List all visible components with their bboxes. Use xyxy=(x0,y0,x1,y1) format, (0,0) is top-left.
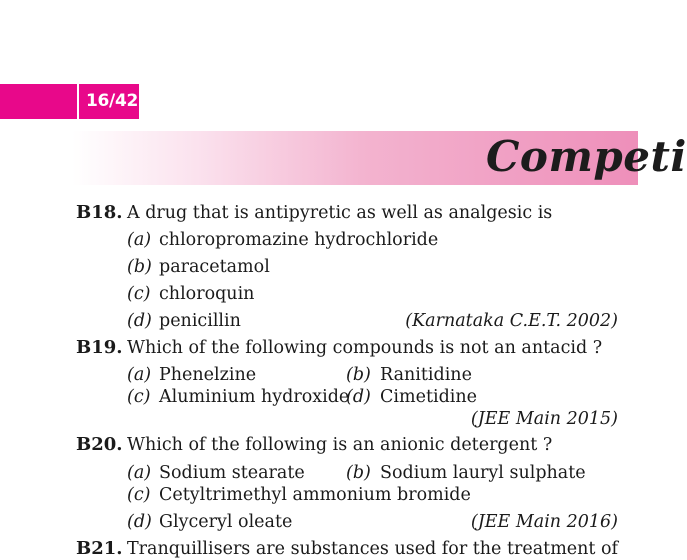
option-text: Cetyltrimethyl ammonium bromide xyxy=(159,485,471,505)
question-number: B19. xyxy=(76,337,123,358)
question-source: (JEE Main 2016) xyxy=(470,512,618,532)
option-label: (a) xyxy=(127,365,152,385)
option-text: Glyceryl oleate xyxy=(159,512,293,532)
option-label: (a) xyxy=(127,230,152,250)
option-label: (c) xyxy=(127,485,151,505)
option-text: paracetamol xyxy=(159,257,270,277)
page-number: 16/42 xyxy=(86,91,139,111)
option-label: (b) xyxy=(346,463,371,483)
option-label: (b) xyxy=(127,257,152,277)
question-source: (JEE Main 2015) xyxy=(470,409,618,429)
tab-divider xyxy=(77,84,79,119)
option-text: Cimetidine xyxy=(380,387,477,407)
option-label: (d) xyxy=(127,311,152,331)
question-text: A drug that is antipyretic as well as analgesic is xyxy=(127,203,553,223)
question-number: B21. xyxy=(76,538,123,559)
question-source: (Karnataka C.E.T. 2002) xyxy=(405,311,618,331)
option-label: (b) xyxy=(346,365,371,385)
option-text: Sodium stearate xyxy=(159,463,305,483)
option-label: (c) xyxy=(127,387,151,407)
question-text: Which of the following compounds is not an antacid ? xyxy=(127,338,603,358)
option-label: (d) xyxy=(346,387,371,407)
question-text: Tranquillisers are substances used for the treatment of xyxy=(127,539,619,559)
option-label: (a) xyxy=(127,463,152,483)
banner-title: Competi xyxy=(486,132,687,181)
option-text: chloropromazine hydrochloride xyxy=(159,230,439,250)
option-text: Ranitidine xyxy=(380,365,472,385)
question-text: Which of the following is an anionic detergent ? xyxy=(127,435,553,455)
section-banner xyxy=(72,131,687,185)
option-text: Aluminium hydroxide xyxy=(159,387,350,407)
option-text: Sodium lauryl sulphate xyxy=(380,463,586,483)
option-text: chloroquin xyxy=(159,284,255,304)
option-label: (c) xyxy=(127,284,151,304)
option-label: (d) xyxy=(127,512,152,532)
question-number: B18. xyxy=(76,202,123,223)
option-text: Phenelzine xyxy=(159,365,257,385)
question-number: B20. xyxy=(76,434,123,455)
option-text: penicillin xyxy=(159,311,241,331)
page-number-tab xyxy=(0,84,139,119)
